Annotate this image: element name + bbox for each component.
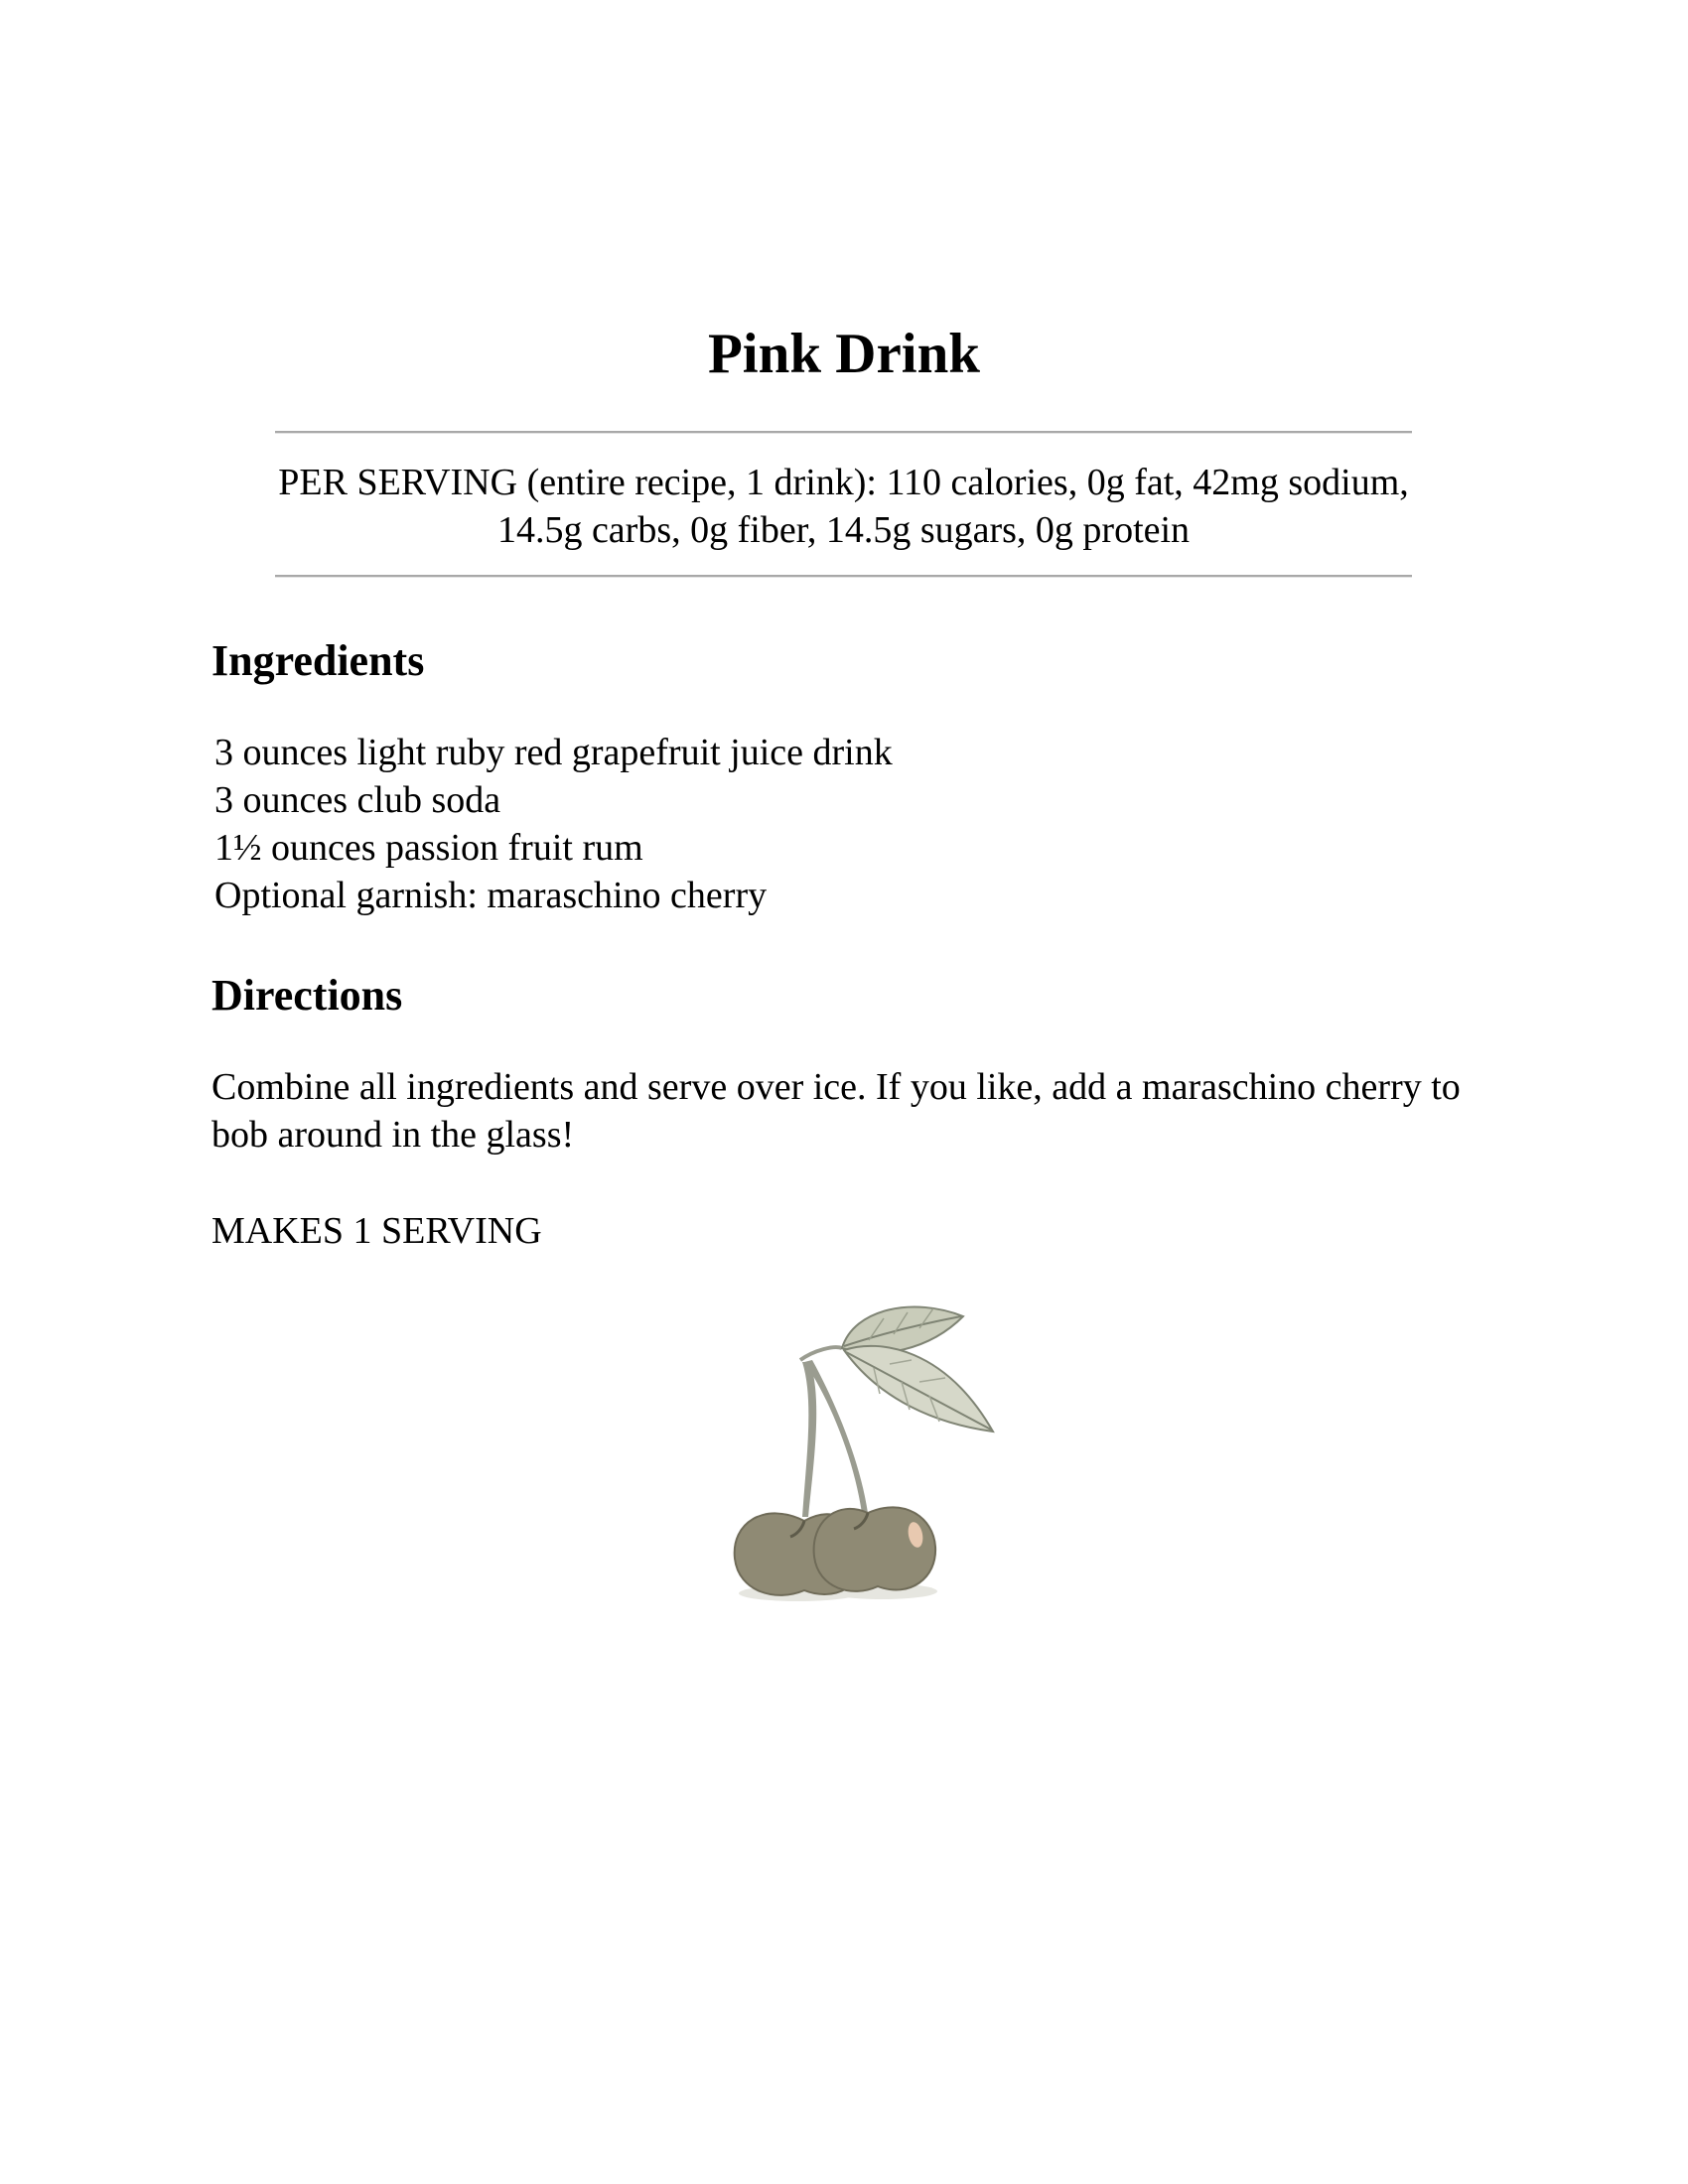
- ingredients-list: [214, 729, 893, 919]
- directions-text: Combine all ingredients and serve over ice. If you like, add a maraschino cherry to bob around in the glass!: [211, 1066, 1461, 1156]
- nutrition-bottom-divider: [275, 575, 1412, 578]
- ingredient-item: 3 ounces club soda: [214, 779, 501, 821]
- directions-heading: Directions: [211, 971, 403, 1020]
- cherries-icon: [685, 1291, 1003, 1618]
- ingredient-item: Optional garnish: maraschino cherry: [214, 875, 768, 916]
- ingredient-item: 1½ ounces passion fruit rum: [214, 827, 643, 869]
- ingredients-heading: Ingredients: [211, 636, 425, 685]
- ingredient-item: 3 ounces light ruby red grapefruit juice drink: [214, 732, 893, 773]
- nutrition-top-divider: [275, 431, 1412, 434]
- page-title: Pink Drink: [707, 323, 980, 385]
- yield-text: MAKES 1 SERVING: [211, 1210, 542, 1252]
- nutrition-info: PER SERVING (entire recipe, 1 drink): 110 calories, 0g fat, 42mg sodium, 14.5g carbs, 0g fiber, 14.5g sugars, 0g protein: [278, 462, 1409, 551]
